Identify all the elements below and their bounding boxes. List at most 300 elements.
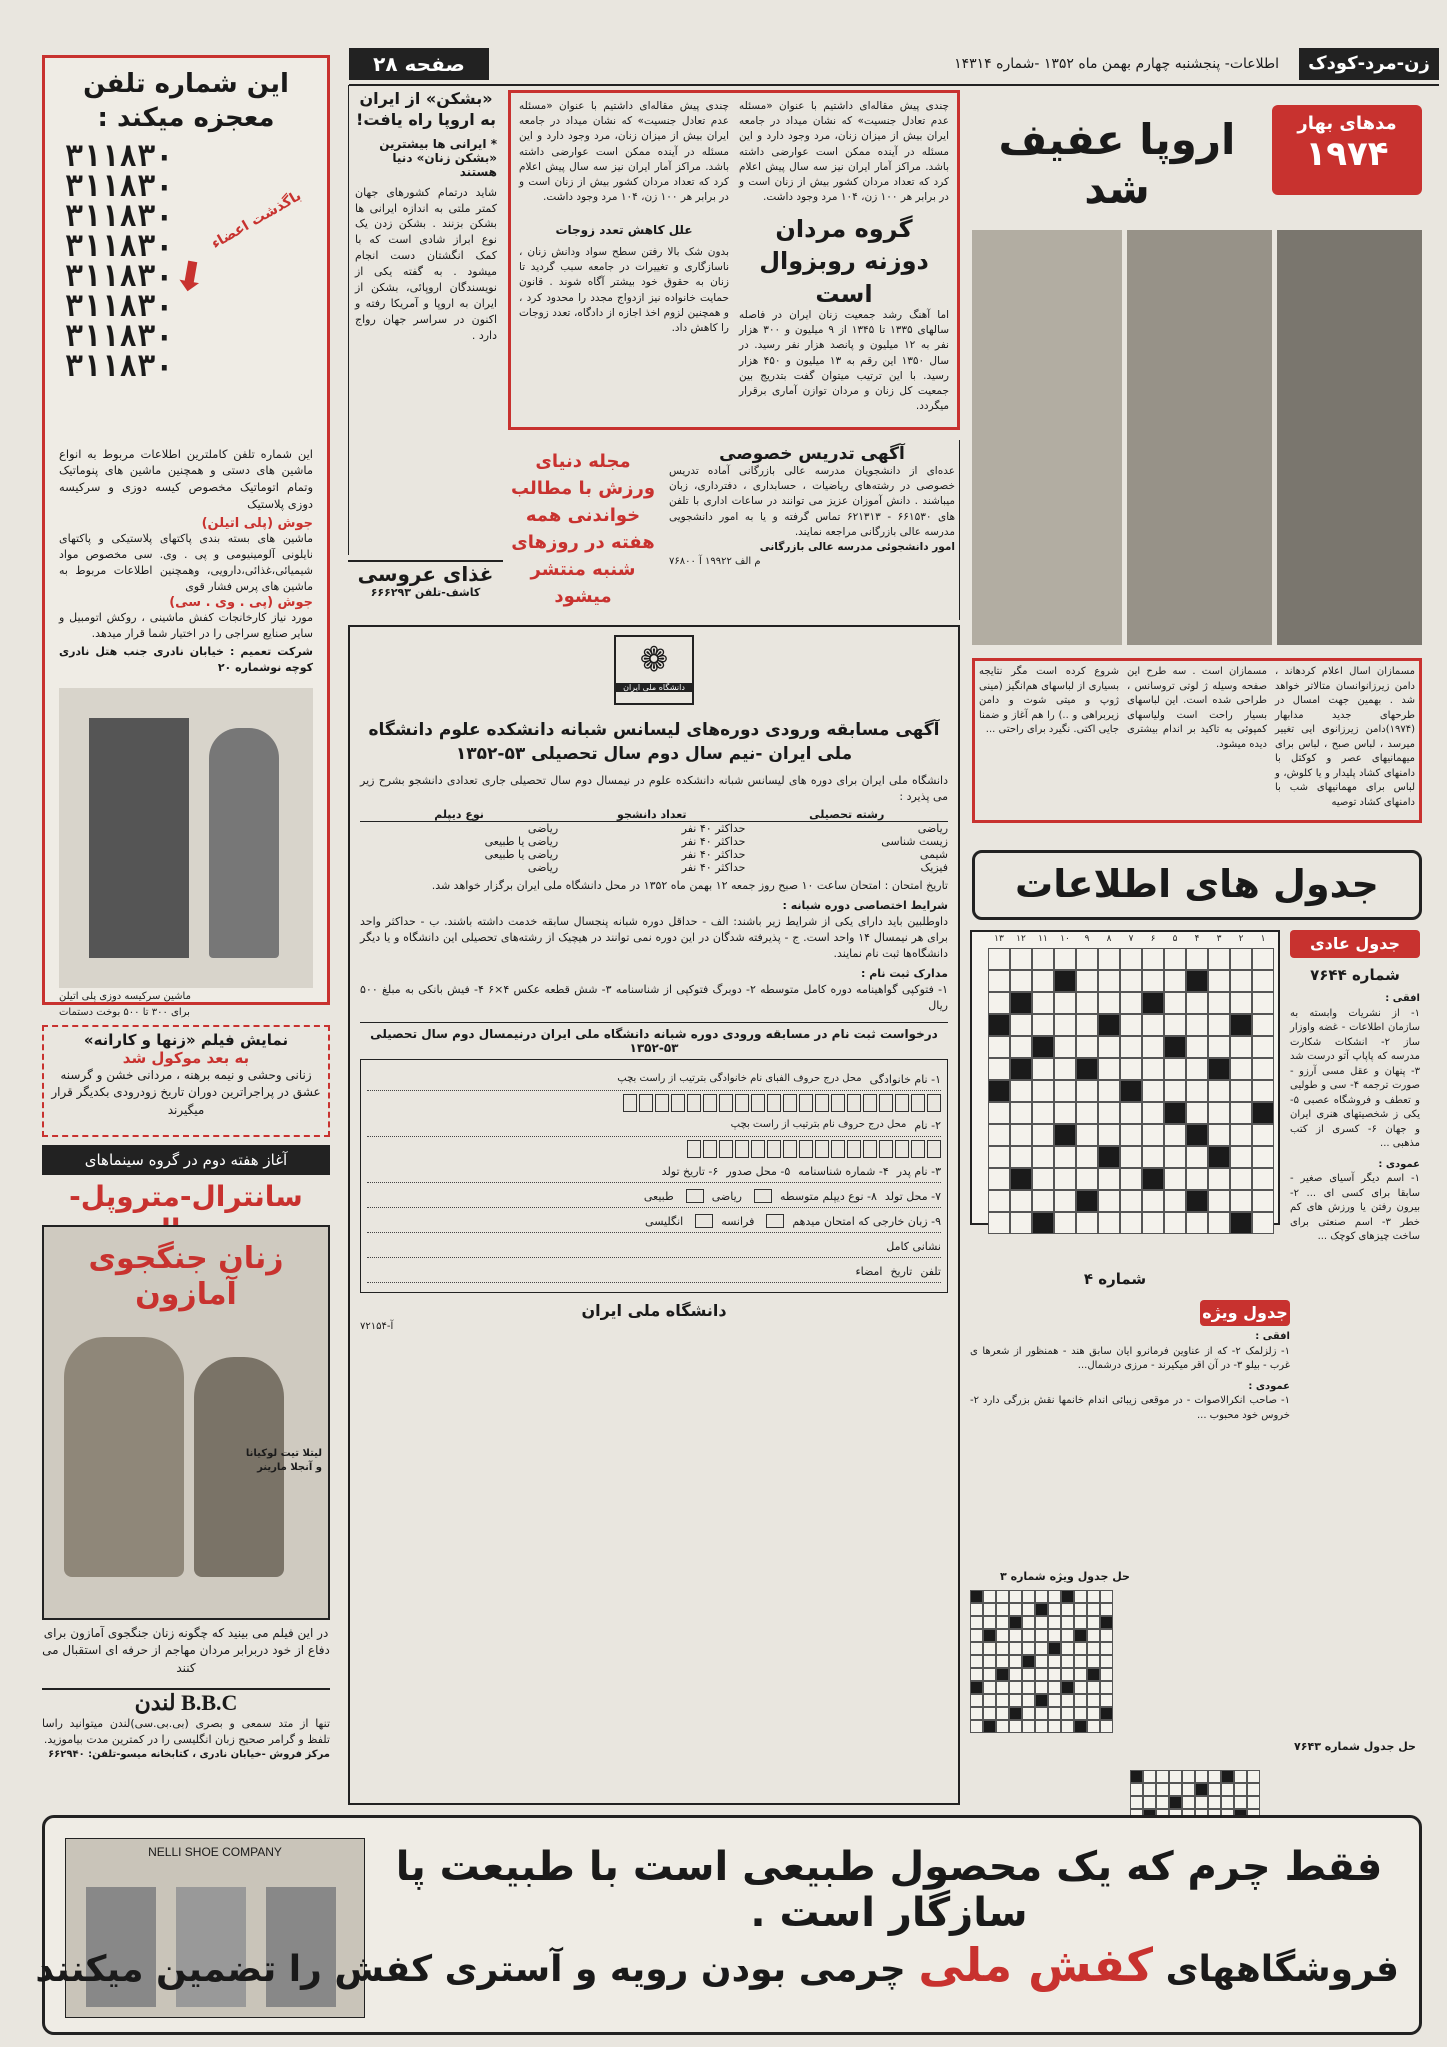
machine-image xyxy=(89,718,189,958)
checkbox[interactable] xyxy=(686,1189,704,1203)
grid-cell[interactable] xyxy=(1010,1190,1032,1212)
grid-col-number: ۱۲ xyxy=(1016,934,1026,944)
grid-cell[interactable] xyxy=(1098,1102,1120,1124)
brand-logo: کفش ملی xyxy=(918,1938,1154,1992)
solution-cell xyxy=(1061,1668,1074,1681)
grid-cell[interactable] xyxy=(1164,1124,1186,1146)
grid-cell[interactable] xyxy=(1032,1190,1054,1212)
grid-cell[interactable] xyxy=(1230,948,1252,970)
phone-number: ۳۱۱۸۳۰ xyxy=(65,258,174,294)
solution-cell xyxy=(1009,1694,1022,1707)
grid-cell[interactable] xyxy=(1186,1058,1208,1080)
grid-cell[interactable] xyxy=(1208,1124,1230,1146)
solution-cell xyxy=(1048,1616,1061,1629)
grid-col-number: ۲ xyxy=(1238,934,1244,944)
form-row xyxy=(367,1236,941,1258)
option-label: فرانسه xyxy=(721,1214,755,1228)
uni-table xyxy=(360,808,948,874)
grid-cell[interactable] xyxy=(1164,1168,1186,1190)
grid-cell[interactable] xyxy=(1010,1080,1032,1102)
grid-cell[interactable] xyxy=(1032,1014,1054,1036)
grid-cell xyxy=(1076,1058,1098,1080)
grid-cell[interactable] xyxy=(1230,1058,1252,1080)
grid-cell[interactable] xyxy=(1054,1190,1076,1212)
solution-cell xyxy=(970,1603,983,1616)
grid-cell[interactable] xyxy=(1054,1014,1076,1036)
grid-cell[interactable] xyxy=(988,1058,1010,1080)
grid-cell[interactable] xyxy=(1098,1212,1120,1234)
solution-cell xyxy=(1156,1783,1169,1796)
grid-cell[interactable] xyxy=(1120,1124,1142,1146)
special-down-title: عمودی : xyxy=(1248,1380,1290,1392)
grid-cell[interactable] xyxy=(1010,948,1032,970)
solution-cell xyxy=(983,1694,996,1707)
checkbox[interactable] xyxy=(695,1214,713,1228)
grid-cell[interactable] xyxy=(1208,992,1230,1014)
solution-cell xyxy=(1100,1681,1113,1694)
grid-cell[interactable] xyxy=(1230,1036,1252,1058)
phone-number: ۳۱۱۸۳۰ xyxy=(65,318,174,354)
regular-label: جدول عادی xyxy=(1290,930,1420,958)
grid-cell[interactable] xyxy=(1076,1212,1098,1234)
tutor-title: آگهی تدریس خصوصی xyxy=(719,444,905,464)
week2-banner: آغاز هفته دوم در گروه سینماهای xyxy=(42,1145,330,1175)
grid-cell[interactable] xyxy=(1208,1190,1230,1212)
grid-cell[interactable] xyxy=(1252,970,1274,992)
solution-cell xyxy=(983,1603,996,1616)
grid-cell[interactable] xyxy=(1054,1146,1076,1168)
solution-cell xyxy=(1169,1783,1182,1796)
ad-line1: فقط چرم که یک محصول طبیعی است با طبیعت پا سازگار است . xyxy=(395,1844,1383,1936)
solution-cell xyxy=(1087,1642,1100,1655)
grid-cell[interactable] xyxy=(1142,1190,1164,1212)
polygamy-body: اما آهنگ رشد جمعیت زنان ایران در فاصله سالهای ۱۳۳۵ تا ۱۳۴۵ از ۹ میلیون و ۳۰۰ هزار نفر به ۱۲ میلیون و پانصد هزار نفر رسید. در سال ۱۳۵۰ این رقم به ۱۳ میلیون و ۴۵۰ هزار رسید. با این ترتیب میتوان گفت بتدریج بین جمعیت کل زنان و مردان توازن آماری برقرار میگردد. xyxy=(739,309,950,413)
bashkan-title: «بشکن» از ایران به اروپا راه یافت! xyxy=(356,89,496,129)
poster-figure xyxy=(64,1337,184,1577)
solution-cell xyxy=(1087,1616,1100,1629)
grid-cell[interactable] xyxy=(1208,970,1230,992)
crossword-grid[interactable] xyxy=(970,930,1280,1225)
solution-cell xyxy=(1035,1590,1048,1603)
solution-cell xyxy=(1074,1707,1087,1720)
grid-cell[interactable] xyxy=(1164,948,1186,970)
grid-cell[interactable] xyxy=(1252,992,1274,1014)
grid-cell[interactable] xyxy=(1032,1124,1054,1146)
table-row xyxy=(360,835,948,848)
grid-cell[interactable] xyxy=(988,1212,1010,1234)
grid-cell[interactable] xyxy=(1142,1212,1164,1234)
solution-cell xyxy=(983,1707,996,1720)
grid-cell[interactable] xyxy=(1010,1102,1032,1124)
form-label: ۵- محل صدور xyxy=(726,1164,791,1178)
poster-title: زنان جنگجوی آمازون xyxy=(88,1241,284,1312)
checkbox[interactable] xyxy=(754,1189,772,1203)
grid-cell[interactable] xyxy=(1098,970,1120,992)
solution-cell xyxy=(1061,1694,1074,1707)
grid-cell[interactable] xyxy=(1208,1080,1230,1102)
grid-cell[interactable] xyxy=(1252,1212,1274,1234)
solution-cell xyxy=(1048,1642,1061,1655)
grid-cell[interactable] xyxy=(1032,948,1054,970)
solution-cell xyxy=(1048,1590,1061,1603)
grid-cell[interactable] xyxy=(1208,1014,1230,1036)
grid-cell[interactable] xyxy=(1230,992,1252,1014)
bbc-ad xyxy=(42,1688,330,1780)
wedding-title: غذای عروسی xyxy=(357,562,494,586)
solution-cell xyxy=(1074,1655,1087,1668)
option-label: طبیعی xyxy=(643,1189,674,1203)
grid-cell[interactable] xyxy=(1142,1058,1164,1080)
grid-cell[interactable] xyxy=(1230,1168,1252,1190)
grid-cell[interactable] xyxy=(1120,992,1142,1014)
solution-cell xyxy=(1009,1720,1022,1733)
option-label: انگلیسی xyxy=(645,1214,684,1228)
grid-cell[interactable] xyxy=(1186,948,1208,970)
table-cell: حداکثر ۴۰ نفر xyxy=(681,835,746,849)
solution-cell xyxy=(1169,1770,1182,1783)
solution-cell xyxy=(1022,1668,1035,1681)
solution-cell xyxy=(1221,1796,1234,1809)
solution-cell xyxy=(1009,1629,1022,1642)
grid-cell[interactable] xyxy=(1252,948,1274,970)
form-row xyxy=(367,1115,941,1137)
solution-cell xyxy=(1100,1590,1113,1603)
table-row xyxy=(360,861,948,874)
grid-cell[interactable] xyxy=(1164,970,1186,992)
solution-cell xyxy=(970,1642,983,1655)
solution-cell xyxy=(1061,1655,1074,1668)
grid-cell[interactable] xyxy=(1010,1014,1032,1036)
grid-cell xyxy=(1032,1036,1054,1058)
solution-cell xyxy=(1009,1707,1022,1720)
grid-col-number: ۶ xyxy=(1150,934,1156,944)
phone-number: ۳۱۱۸۳۰ xyxy=(65,228,174,264)
table-header: رشته تحصیلی xyxy=(745,808,948,822)
grid-cell[interactable] xyxy=(1120,948,1142,970)
solution-cell xyxy=(1009,1616,1022,1629)
notice-title: نمایش فیلم «زنها و کارانه» xyxy=(83,1031,289,1049)
uni-docs-title: مدارک ثبت نام : xyxy=(860,967,948,981)
grid-cell[interactable] xyxy=(1076,1036,1098,1058)
solution-cell xyxy=(970,1694,983,1707)
grid-cell[interactable] xyxy=(1164,1058,1186,1080)
solution-cell xyxy=(983,1616,996,1629)
solution-cell xyxy=(1061,1720,1074,1733)
grid-cell[interactable] xyxy=(1054,1036,1076,1058)
grid-cell[interactable] xyxy=(1120,970,1142,992)
grid-cell[interactable] xyxy=(1010,1036,1032,1058)
grid-cell[interactable] xyxy=(1076,1146,1098,1168)
solution-cell xyxy=(970,1616,983,1629)
grid-cell[interactable] xyxy=(1208,1036,1230,1058)
grid-cell[interactable] xyxy=(1164,992,1186,1014)
grid-cell[interactable] xyxy=(1032,1168,1054,1190)
grid-cell[interactable] xyxy=(1230,1190,1252,1212)
grid-cell[interactable] xyxy=(1120,1036,1142,1058)
film-notice xyxy=(42,1025,330,1137)
fashion-photo xyxy=(1127,230,1272,645)
grid-cell[interactable] xyxy=(1098,1080,1120,1102)
solution-cell xyxy=(1022,1655,1035,1668)
grid-cell[interactable] xyxy=(1186,1102,1208,1124)
solution-cell xyxy=(1100,1655,1113,1668)
grid-cell[interactable] xyxy=(1054,992,1076,1014)
solution-cell xyxy=(1035,1642,1048,1655)
grid-cell[interactable] xyxy=(1186,1212,1208,1234)
grid-cell[interactable] xyxy=(1098,1036,1120,1058)
grid-cell[interactable] xyxy=(1098,992,1120,1014)
solution-cell xyxy=(1087,1629,1100,1642)
grid-cell[interactable] xyxy=(1164,1190,1186,1212)
table-cell: حداکثر ۴۰ نفر xyxy=(681,848,746,862)
fashion-caption-b: مسمازان است . سه طرح این صفحه وسیله ژ لوتی تروسانس ، طراحی شده است. این لباسهای بسیار راحت است ولیاسهای کمپوئی به تاکید بر اندام بیشتری دیده میشود. xyxy=(1127,666,1267,750)
grid-cell[interactable] xyxy=(1230,1146,1252,1168)
solution-cell xyxy=(1074,1681,1087,1694)
grid-cell[interactable] xyxy=(1076,1102,1098,1124)
grid-cell[interactable] xyxy=(1054,1058,1076,1080)
form-row xyxy=(367,1261,941,1283)
grid-col-number: ۹ xyxy=(1084,934,1090,944)
solution-cell xyxy=(1022,1694,1035,1707)
uni-footer: دانشگاه ملی ایران xyxy=(581,1300,727,1320)
grid-cell[interactable] xyxy=(1186,1146,1208,1168)
grid-cell[interactable] xyxy=(1208,1102,1230,1124)
solution-cell xyxy=(996,1655,1009,1668)
grid-cell xyxy=(1010,1168,1032,1190)
grid-cell[interactable] xyxy=(1164,1212,1186,1234)
grid-cell[interactable] xyxy=(1076,1080,1098,1102)
solution-cell xyxy=(1061,1681,1074,1694)
solution-cell xyxy=(1143,1796,1156,1809)
solution-cell xyxy=(1234,1796,1247,1809)
grid-cell[interactable] xyxy=(1142,1124,1164,1146)
grid-col-number: ۷ xyxy=(1128,934,1134,944)
grid-cell[interactable] xyxy=(1120,1058,1142,1080)
grid-cell[interactable] xyxy=(988,1190,1010,1212)
uni-title: آگهی مسابقه ورودی دوره‌های لیسانس شبانه دانشکده علوم دانشگاه ملی ایران -نیم سال دوم سال تحصیلی ۵۳-۱۳۵۲ xyxy=(368,720,940,764)
grid-col-number: ۱ xyxy=(1260,934,1266,944)
down-title: عمودی : xyxy=(1378,1158,1420,1170)
special-across-clues: ۱- زلزلمک ۲- که از عناوین فرمانرو ایان سابق هند - همنظور از شعرها ی غرب - بیلو ۳- در آن اقر میکیرند - مرزی درشمال... xyxy=(970,1345,1290,1371)
grid-cell[interactable] xyxy=(1076,1014,1098,1036)
grid-cell[interactable] xyxy=(1164,1080,1186,1102)
address: شرکت تعمیم : خیابان نادری جنب هتل نادری کوچه نوشماره ۲۰ xyxy=(59,644,313,674)
solution-cell xyxy=(1048,1655,1061,1668)
grid-cell[interactable] xyxy=(1032,1102,1054,1124)
grid-cell[interactable] xyxy=(1142,1014,1164,1036)
grid-cell[interactable] xyxy=(1252,1036,1274,1058)
grid-cell[interactable] xyxy=(1032,1058,1054,1080)
grid-cell[interactable] xyxy=(1010,1146,1032,1168)
grid-cell[interactable] xyxy=(1252,1146,1274,1168)
lastname-boxes[interactable] xyxy=(367,1094,941,1112)
table-header: نوع دیپلم xyxy=(360,808,558,822)
grid-cell[interactable] xyxy=(1252,1124,1274,1146)
grid-cell[interactable] xyxy=(1076,970,1098,992)
solution-cell xyxy=(1247,1783,1260,1796)
solution-cell xyxy=(1100,1694,1113,1707)
across-clues: ۱- از نشریات وابسته به سازمان اطلاعات - غضه واوزار ساز ۲- انشکات شکارت مدرسه که پاپاپ آتو درست شد ۳- پنهان و عقل مسی آرزو - صورت ترجمه ۴- سی و طولیی و تعطف و فروشگاه عصبی ۵- یکی ز شخصیتهای هنری ایران و جهان ۶- کسری از کتب مذهبی ... xyxy=(1290,1007,1421,1149)
solution-cell xyxy=(1022,1590,1035,1603)
option-label: ریاضی xyxy=(711,1189,742,1203)
grid-cell[interactable] xyxy=(1120,1146,1142,1168)
grid-col-number: ۱۰ xyxy=(1060,934,1070,944)
solution-cell xyxy=(1074,1720,1087,1733)
application-form xyxy=(360,1059,948,1293)
grid-cell[interactable] xyxy=(1010,1212,1032,1234)
grid-cell[interactable] xyxy=(1186,1168,1208,1190)
grid-cell[interactable] xyxy=(988,992,1010,1014)
uni-conditions: داوطلبین باید دارای یکی از شرایط زیر باشند: الف - حداقل دوره شبانه پنجسال سابقه خدمت داشته باشند. ب - حداکثر واحد برای هر نیمسال ۱۴ واحد است. ج - پذیرفته شدگان در این دوره نمی توانند در هیچیک از رشته‌های تحصیلی این دانشگاه و یا دیگر دانشگاه‌ها ثبت نام نمایند. xyxy=(360,915,948,961)
grid-cell[interactable] xyxy=(1142,1146,1164,1168)
page-header xyxy=(349,46,1439,86)
solution-cell xyxy=(1195,1796,1208,1809)
solution-cell xyxy=(1048,1694,1061,1707)
solution-cell xyxy=(996,1707,1009,1720)
grid-cell[interactable] xyxy=(1186,1036,1208,1058)
grid-cell xyxy=(1032,1212,1054,1234)
solution-cell xyxy=(1195,1770,1208,1783)
grid-cell[interactable] xyxy=(1252,1168,1274,1190)
grid-cell[interactable] xyxy=(988,1124,1010,1146)
grid-cell[interactable] xyxy=(1120,1168,1142,1190)
grid-cell[interactable] xyxy=(1252,1058,1274,1080)
grid-cell[interactable] xyxy=(1098,1168,1120,1190)
grid-cell[interactable] xyxy=(1076,1124,1098,1146)
solution-cell xyxy=(1035,1694,1048,1707)
grid-cell[interactable] xyxy=(1186,1014,1208,1036)
bashkan-body: شاید درتمام کشورهای جهان کمتر ملتی به اندازه ایرانی ها بشکن بزنند . بشکن زدن یک نوع ابراز شادی است که با کمک انگشتان دست انجام میشود . به گفته یکی از نویسندگان اروپائی، بشکن از ایران به اروپا و آمریکا رفته و اکنون در سراسر جهان رواج دارد . xyxy=(355,185,497,343)
grid-cell[interactable] xyxy=(1230,1124,1252,1146)
grid-cell[interactable] xyxy=(1142,970,1164,992)
grid-cell[interactable] xyxy=(1076,992,1098,1014)
grid-cell[interactable] xyxy=(1252,1190,1274,1212)
grid-cell[interactable] xyxy=(1142,1102,1164,1124)
uni-logo xyxy=(614,635,694,705)
form-row xyxy=(367,1161,941,1183)
grid-cell[interactable] xyxy=(1098,1190,1120,1212)
grid-cell[interactable] xyxy=(1142,1080,1164,1102)
fashion-article xyxy=(972,85,1422,655)
solution-cell xyxy=(1048,1629,1061,1642)
grid-cell[interactable] xyxy=(1142,948,1164,970)
grid-cell xyxy=(1164,1036,1186,1058)
grid-cell[interactable] xyxy=(1054,1102,1076,1124)
grid-cell[interactable] xyxy=(1010,970,1032,992)
solution-cell xyxy=(1100,1668,1113,1681)
grid-cell[interactable] xyxy=(1032,970,1054,992)
grid-cell[interactable] xyxy=(1230,1102,1252,1124)
page-number: صفحه ۲۸ xyxy=(349,48,489,80)
grid-cell[interactable] xyxy=(988,1036,1010,1058)
grid-cell[interactable] xyxy=(1054,1212,1076,1234)
grid-cell[interactable] xyxy=(1054,1168,1076,1190)
grid-cell[interactable] xyxy=(1032,1146,1054,1168)
grid-cell[interactable] xyxy=(1076,948,1098,970)
bbc-title: B.B.C لندن xyxy=(134,1690,238,1715)
table-cell: ریاضی یا طبیعی xyxy=(484,848,559,862)
solution-cell xyxy=(1087,1668,1100,1681)
form-hint: محل درج حروف الفبای نام خانوادگی بترتیب از راست بچپ xyxy=(617,1073,862,1085)
bashkan-sub: * ایرانی ها بیشترین «بشکن زنان» دنیا هستند xyxy=(379,136,497,179)
solution-grid-special xyxy=(970,1590,1130,1740)
grid-cell[interactable] xyxy=(1186,1080,1208,1102)
solution-cell xyxy=(1074,1694,1087,1707)
solution-cell xyxy=(1074,1603,1087,1616)
form-label: ۹- زبان خارجی که امتحان میدهم xyxy=(792,1214,941,1228)
grid-cell[interactable] xyxy=(988,970,1010,992)
phone-number: ۳۱۱۸۳۰ xyxy=(65,168,174,204)
dateline: اطلاعات- پنجشنبه چهارم بهمن ماه ۱۳۵۲ -شماره ۱۴۳۱۴ xyxy=(954,56,1279,72)
solution-cell xyxy=(1182,1770,1195,1783)
grid-cell[interactable] xyxy=(988,1168,1010,1190)
grid-cell[interactable] xyxy=(1120,1190,1142,1212)
grid-cell[interactable] xyxy=(1186,992,1208,1014)
grid-cell[interactable] xyxy=(1098,948,1120,970)
form-label: ۲- نام xyxy=(914,1118,941,1132)
grid-cell[interactable] xyxy=(1230,970,1252,992)
solution-cell xyxy=(1087,1720,1100,1733)
solution-cell xyxy=(970,1720,983,1733)
tables-title: جدول های اطلاعات xyxy=(972,850,1422,920)
grid-cell[interactable] xyxy=(1054,1080,1076,1102)
machine-caption: ماشین سرکیسه دوزی پلی اتیلن xyxy=(59,990,191,1002)
solution-cell xyxy=(983,1655,996,1668)
grid-cell[interactable] xyxy=(1252,1080,1274,1102)
table-cell: زیست شناسی xyxy=(881,835,948,849)
grid-cell[interactable] xyxy=(1208,948,1230,970)
grid-cell xyxy=(1252,1102,1274,1124)
grid-cell[interactable] xyxy=(1032,992,1054,1014)
special-across xyxy=(970,1330,1290,1423)
grid-cell[interactable] xyxy=(1164,1014,1186,1036)
grid-cell[interactable] xyxy=(1120,1014,1142,1036)
grid-cell[interactable] xyxy=(1252,1014,1274,1036)
grid-cell[interactable] xyxy=(988,948,1010,970)
grid-col-number: ۴ xyxy=(1194,934,1200,944)
grid-cell[interactable] xyxy=(1230,1080,1252,1102)
grid-cell[interactable] xyxy=(1010,1124,1032,1146)
solution-cell xyxy=(996,1668,1009,1681)
fashion-title: اروپا عفیف شد xyxy=(998,115,1236,213)
grid-cell[interactable] xyxy=(1164,1146,1186,1168)
grid-cell[interactable] xyxy=(1208,1212,1230,1234)
grid-cell[interactable] xyxy=(1142,1036,1164,1058)
checkbox[interactable] xyxy=(766,1214,784,1228)
grid-cell[interactable] xyxy=(1208,1168,1230,1190)
solution-cell xyxy=(1061,1629,1074,1642)
fashion-caption-c: شروع کرده است مگر نتایجه بسیاری از لباسهای هم‌انگیز (مینی ژوپ و میتی شوت و دامن زیربراهی و ..) را هم آغاز و ضمنا جایی اکتی. نگیرد برای راحتی ... xyxy=(979,666,1119,735)
solution-cell xyxy=(1074,1616,1087,1629)
solution-cell xyxy=(1208,1770,1221,1783)
grid-cell[interactable] xyxy=(988,1146,1010,1168)
grid-cell[interactable] xyxy=(1120,1212,1142,1234)
grid-cell[interactable] xyxy=(1098,1124,1120,1146)
solution-special: حل جدول ویژه شماره ۳ xyxy=(1000,1570,1130,1583)
grid-cell[interactable] xyxy=(1054,948,1076,970)
form-label: ۶- تاریخ تولد xyxy=(661,1164,719,1178)
grid-cell[interactable] xyxy=(1120,1102,1142,1124)
solution-cell xyxy=(1247,1796,1260,1809)
solution-regular: حل جدول شماره ۷۶۴۳ xyxy=(1294,1740,1416,1753)
solution-cell xyxy=(1061,1642,1074,1655)
ad-line2a: فروشگاههای xyxy=(1165,1949,1399,1990)
grid-cell[interactable] xyxy=(1076,1168,1098,1190)
name-boxes[interactable] xyxy=(367,1140,941,1158)
grid-cell[interactable] xyxy=(1032,1080,1054,1102)
grid-cell[interactable] xyxy=(988,1102,1010,1124)
grid-cell[interactable] xyxy=(1098,1058,1120,1080)
